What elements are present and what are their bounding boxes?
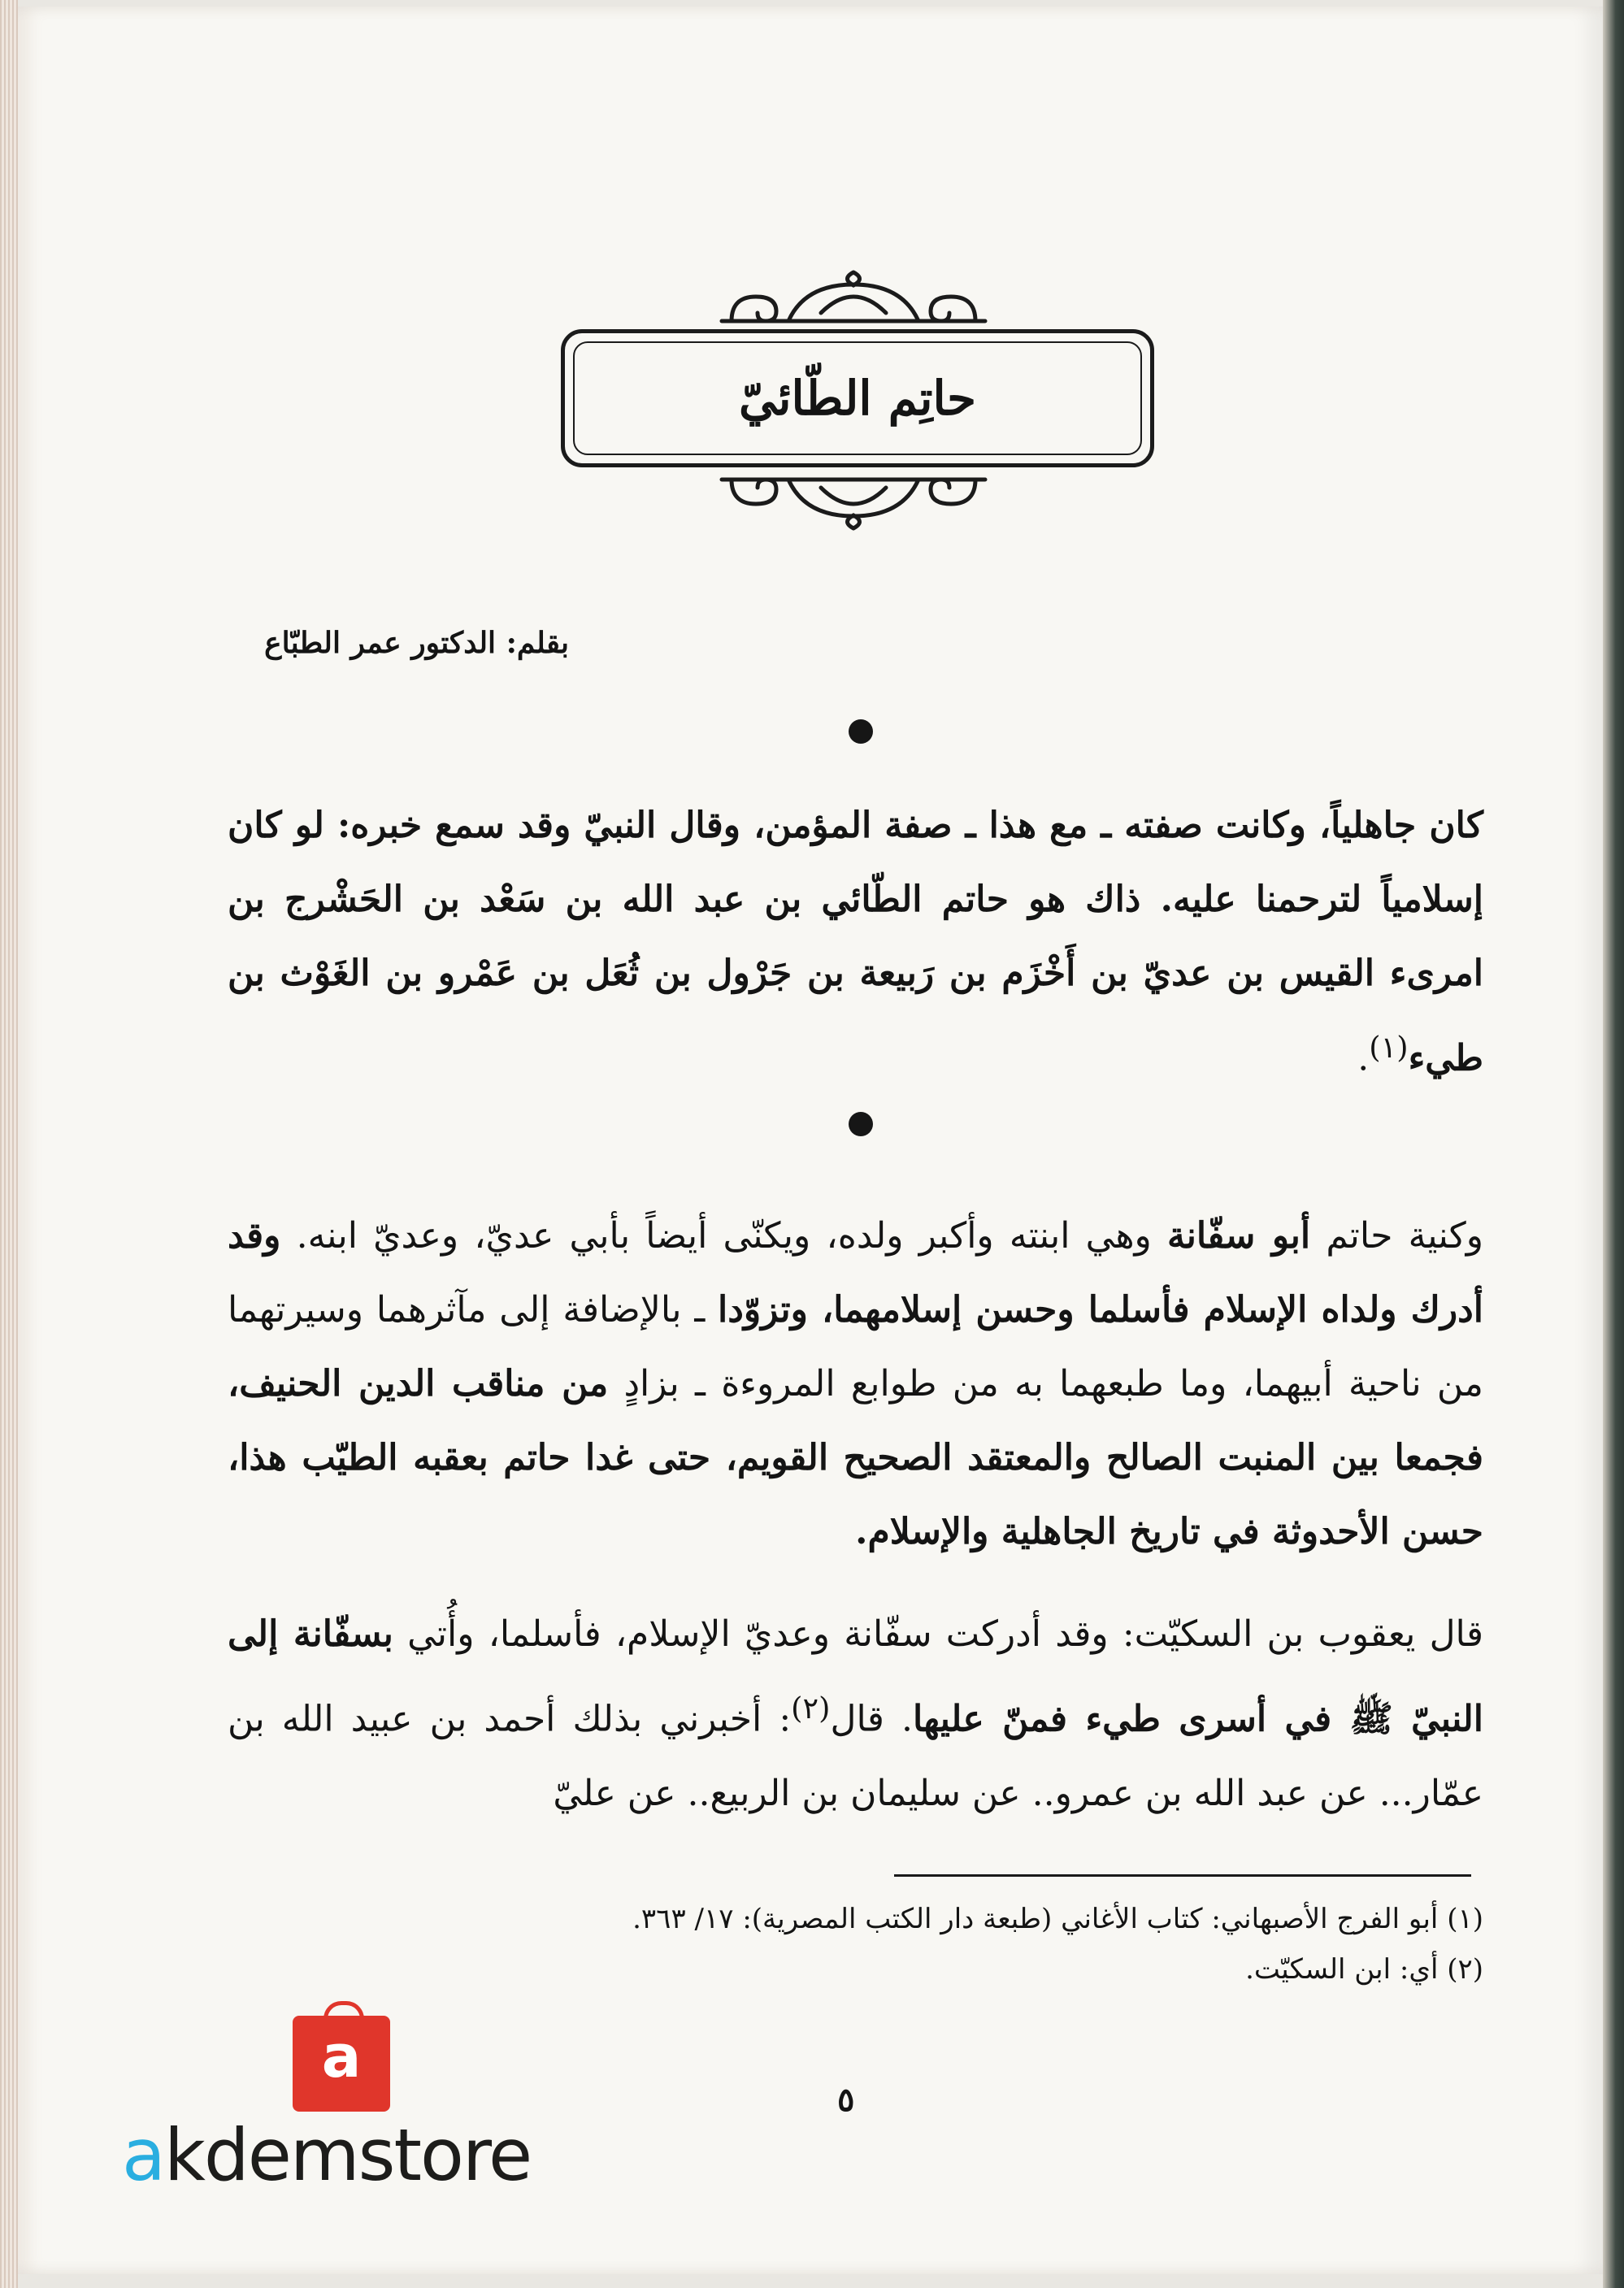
logo-icon-letter: a	[321, 2022, 362, 2090]
paragraph-segment: من مناقب الدين الحنيف، فجمعا بين المنبت الصالح والمعتقد الصحيح القويم، حتى غدا حاتم بعقبه الطيّب هذا، حسن الأحدوثة في تاريخ الجاهلية والإسلام.	[228, 1363, 1483, 1552]
title-frame	[561, 329, 1154, 467]
book-spine	[1603, 0, 1624, 2288]
paragraph-segment: : أخبرني بذلك أحمد بن عبيد الله بن عمّار... عن عبد الله بن عمرو.. عن سليمان بن الربيع.. عن عليّ	[228, 1698, 1483, 1814]
footnote-ref: (١)	[1369, 1030, 1409, 1065]
paragraph-1: كان جاهلياً، وكانت صفته ـ مع هذا ـ صفة المؤمن، وقال النبيّ وقد سمع خبره: لو كان إسلامياً لترحمنا عليه. ذاك هو حاتم الطّائي بن عبد الله بن سَعْد بن الحَشْرج بن امرىء القيس بن عديّ بن أَخْزَم بن رَبيعة بن جَرْول بن ثُعَل بن عَمْرو بن الغَوْث بن طيء$^{(١)}$.	[228, 805, 1483, 1079]
paragraph-segment: . قال	[830, 1698, 913, 1740]
section-dot	[849, 719, 873, 744]
paragraph-segment: وهي ابنته وأكبر ولده، ويكنّى أيضاً بأبي عديّ، وعديّ ابنه.	[280, 1215, 1168, 1257]
bottom-ornament-icon	[715, 471, 992, 536]
shopping-bag-icon	[293, 2016, 390, 2112]
paragraph-segment: ـ بالإضافة إلى مآثرهما وسيرتهما من ناحية أبيهما، وما طبعهما به من طوابع المروءة ـ بزادٍ	[228, 1289, 1483, 1404]
page-number: ٥	[837, 2081, 855, 2119]
author-line: بقلم: الدكتور عمر الطبّاع	[264, 626, 569, 660]
page-left-edge	[0, 0, 18, 2288]
footnote-1: (١) أبو الفرج الأصبهاني: كتاب الأغاني (طبعة دار الكتب المصرية): ١٧/ ٣٦٣.	[632, 1903, 1483, 1935]
logo-rest: kdemstore	[163, 2113, 532, 2197]
paragraph-segment: كان جاهلياً، وكانت صفته ـ مع هذا ـ صفة المؤمن، وقال النبيّ وقد سمع خبره: لو كان إسلامياً لترحمنا عليه. ذاك هو حاتم الطّائي بن عبد الله بن سَعْد بن الحَشْرج بن امرىء القيس بن عديّ بن أَخْزَم بن رَبيعة بن جَرْول بن ثُعَل بن عَمْرو بن الغَوْث بن طيء	[228, 805, 1483, 1079]
paragraph-segment: بسفّانة إلى النبيّ ﷺ في أسرى طيء فمنّ عليها	[228, 1613, 1483, 1740]
page-title: حاتِم الطّائيّ	[739, 371, 976, 426]
logo-wordmark	[122, 2113, 531, 2197]
paragraph-segment: قال يعقوب بن السكيّت: وقد أدركت سفّانة وعديّ الإسلام، فأسلما، وأُتي	[393, 1613, 1483, 1655]
footnote-2: (٢) أي: ابن السكيّت.	[1245, 1953, 1483, 1986]
paragraph-2	[228, 1199, 1483, 1569]
paragraph-segment: (٢)	[791, 1691, 831, 1726]
store-logo[interactable]	[122, 2016, 577, 2203]
footnotes	[228, 1894, 1483, 1995]
footnote-separator	[894, 1874, 1471, 1877]
section-dot	[849, 1112, 873, 1136]
paragraph-segment: أبو سفّانة	[1167, 1215, 1311, 1257]
paragraph-segment: وقد أدرك ولداه الإسلام فأسلما وحسن إسلامهما، وتزوّدا	[228, 1215, 1483, 1331]
logo-first-letter: a	[122, 2113, 164, 2197]
paragraph-segment: وكنية حاتم	[1310, 1215, 1483, 1257]
paragraph-3	[228, 1597, 1483, 1830]
top-ornament-icon	[715, 264, 992, 329]
